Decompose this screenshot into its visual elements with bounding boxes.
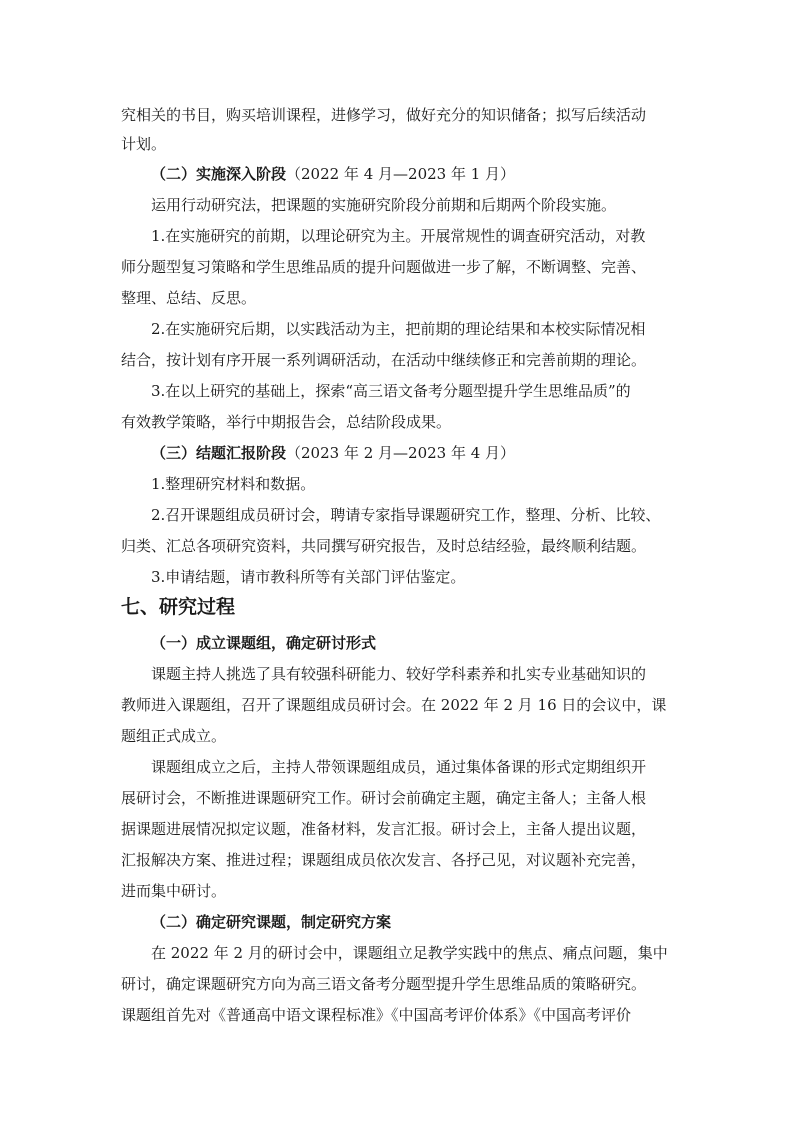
stage-heading-implementation	[0, 157, 793, 191]
paragraph-line: 展研讨会，不断推进课题研究工作。研讨会前确定主题，确定主备人；主备人根	[121, 789, 647, 807]
subsection-heading: （二）确定研究课题，制定研究方案	[151, 913, 392, 931]
paragraph-line: 整理、总结、反思。	[121, 289, 257, 307]
paragraph-line: 课题主持人挑选了具有较强科研能力、较好学科素养和扎实专业基础知识的	[151, 665, 647, 683]
paragraph-line: 师分题型复习策略和学生思维品质的提升问题做进一步了解，不断调整、完善、	[121, 258, 647, 276]
paragraph-line: 2.在实施研究后期，以实践活动为主，把前期的理论结果和本校实际情况相	[151, 320, 646, 338]
paragraph-line: 究相关的书目，购买培训课程，进修学习，做好充分的知识储备；拟写后续活动	[121, 106, 647, 124]
paragraph-line: 教师进入课题组，召开了课题组成员研讨会。在 2022 年 2 月 16 日的会议中，课	[121, 696, 667, 714]
paragraph-line: 1.整理研究材料和数据。	[151, 475, 316, 493]
stage-dates: （2022 年 4 月—2023 年 1 月）	[286, 165, 516, 183]
paragraph-line: 3.申请结题，请市教科所等有关部门评估鉴定。	[151, 568, 466, 586]
paragraph-line: 在 2022 年 2 月的研讨会中，课题组立足教学实践中的焦点、痛点问题，集中	[151, 944, 668, 962]
paragraph-line: 题组正式成立。	[121, 727, 227, 745]
stage-label: （二）实施深入阶段	[151, 165, 287, 183]
paragraph-line: 进而集中研讨。	[121, 882, 227, 900]
paragraph-line: 运用行动研究法，把课题的实施研究阶段分前期和后期两个阶段实施。	[151, 196, 617, 214]
stage-heading-conclusion	[0, 436, 793, 470]
section-heading: 七、研究过程	[121, 596, 236, 618]
paragraph-line: 课题组成立之后，主持人带领课题组成员，通过集体备课的形式定期组织开	[151, 758, 647, 776]
paragraph-line: 研讨，确定课题研究方向为高三语文备考分题型提升学生思维品质的策略研究。	[121, 975, 647, 993]
stage-dates: （2023 年 2 月—2023 年 4 月）	[286, 444, 516, 462]
paragraph-line: 据课题进展情况拟定议题，准备材料，发言汇报。研讨会上，主备人提出议题，	[121, 820, 647, 838]
paragraph-line: 归类、汇总各项研究资料，共同撰写研究报告，及时总结经验，最终顺利结题。	[121, 537, 647, 555]
subsection-heading: （一）成立课题组，确定研讨形式	[151, 634, 377, 652]
paragraph-line: 2.召开课题组成员研讨会，聘请专家指导课题研究工作，整理、分析、比较、	[151, 506, 661, 524]
paragraph-line: 结合，按计划有序开展一系列调研活动，在活动中继续修正和完善前期的理论。	[121, 351, 647, 369]
paragraph-line: 课题组首先对《普通高中语文课程标准》《中国高考评价体系》《中国高考评价	[121, 1006, 632, 1024]
paragraph-line: 1.在实施研究的前期，以理论研究为主。开展常规性的调查研究活动，对教	[151, 227, 646, 245]
paragraph-line: 3.在以上研究的基础上，探索“高三语文备考分题型提升学生思维品质”的	[151, 382, 631, 400]
paragraph-line: 有效教学策略，举行中期报告会，总结阶段成果。	[121, 413, 452, 431]
stage-label: （三）结题汇报阶段	[151, 444, 287, 462]
paragraph-line: 计划。	[121, 135, 167, 153]
paragraph-line: 汇报解决方案、推进过程；课题组成员依次发言、各抒己见，对议题补充完善，	[121, 851, 647, 869]
